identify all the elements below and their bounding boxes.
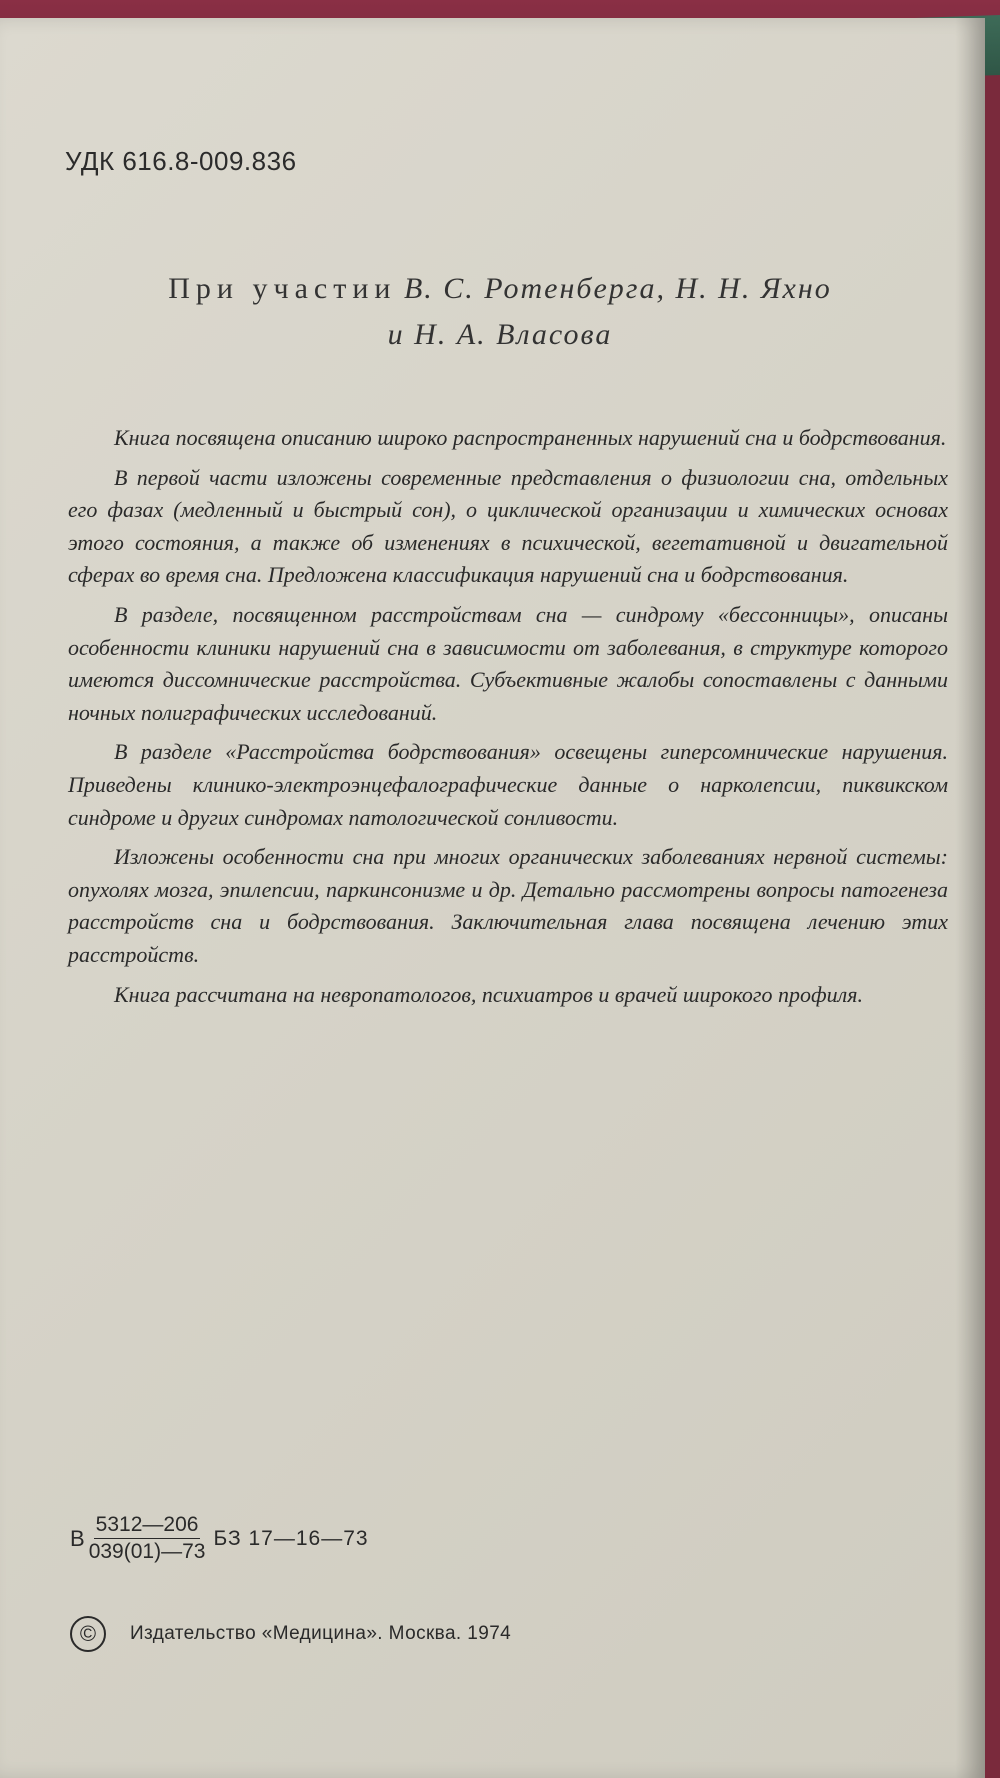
catalog-denominator: 039(01)—73 (88, 1540, 206, 1563)
book-page (0, 18, 985, 1778)
catalog-index (70, 1513, 369, 1564)
abstract-paragraph: Изложены особенности сна при многих органических заболеваниях нервной системы: опухолях мозга, эпилепсии, паркинсонизме и др. Детально рассмотрены вопросы патогенеза расстройств сна и бодрствования. Заключительная глава посвящена лечению этих расстройств. (68, 844, 948, 967)
udk-code: УДК 616.8-009.836 (65, 146, 297, 176)
contributors-line-2: и Н. А. Власова (387, 318, 613, 351)
catalog-fraction (87, 1513, 208, 1564)
contributors-block (90, 266, 910, 358)
abstract-paragraph: Книга рассчитана на невропатологов, психиатров и врачей широкого профиля. (114, 981, 863, 1007)
abstract-paragraph: В разделе «Расстройства бодрствования» освещены гиперсомнические нарушения. Приведены клинико-электроэнцефалографические данные о нарколепсии, пиквикском синдроме и других синдромах патологической сонливости. (68, 739, 948, 830)
spine-shadow (955, 18, 985, 1778)
abstract-text (68, 422, 948, 1018)
catalog-letter: В (70, 1525, 85, 1551)
contributors-line-1 (90, 266, 910, 312)
copyright-icon: © (70, 1616, 106, 1652)
contributors-names: В. С. Ротенберга, Н. Н. Яхно (403, 272, 832, 305)
contributors-lead: При участии (168, 272, 397, 305)
abstract-paragraph: Книга посвящена описанию широко распространенных нарушений сна и бодрствования. (114, 425, 947, 450)
abstract-paragraph: В разделе, посвященном расстройствам сна — синдрому «бессонницы», описаны особенности клиники нарушений сна в зависимости от заболевания, в структуре которого имеются диссомнические расстройства. Субъективные жалобы сопоставлены с данными ночных полиграфических исследований. (68, 601, 948, 725)
publisher-line (70, 1616, 511, 1652)
abstract-paragraph: В первой части изложены современные представления о физиологии сна, отдельных его фазах (медленный и быстрый сон), о циклической организации и химических основах этого состояния, а также об изменениях в психической, вегетативной и двигательной сферах во время сна. Предложена классификация нарушений сна и бодрствования. (68, 464, 948, 588)
catalog-code: БЗ 17—16—73 (213, 1526, 369, 1550)
publisher-text: Издательство «Медицина». Москва. 1974 (130, 1623, 512, 1644)
catalog-numerator: 5312—206 (94, 1513, 201, 1539)
